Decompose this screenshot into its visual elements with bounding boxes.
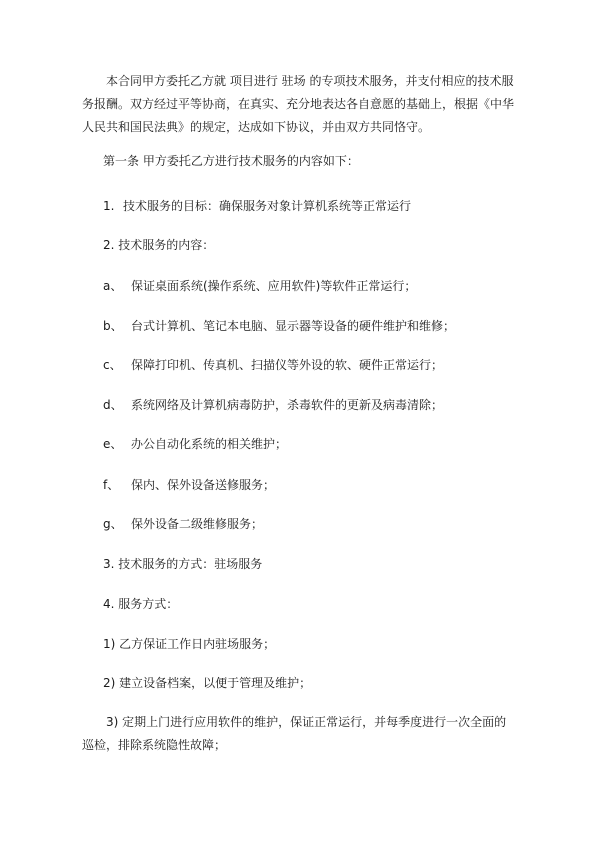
service-mode-item-2: 2) 建立设备档案，以便于管理及维护； bbox=[103, 676, 312, 690]
item-text: 办公自动化系统的相关维护； bbox=[131, 437, 288, 451]
service-mode-item-1: 1) 乙方保证工作日内驻场服务； bbox=[103, 637, 276, 651]
item-text: 技术服务的目标：确保服务对象计算机系统等正常运行 bbox=[123, 199, 412, 213]
item-label: f、 bbox=[103, 478, 120, 492]
service-mode-heading: 4. 服务方式： bbox=[103, 597, 179, 611]
service-content-heading: 2. 技术服务的内容： bbox=[103, 238, 215, 252]
content-item-g bbox=[103, 516, 263, 532]
item-text: 保障打印机、传真机、扫描仪等外设的软、硬件正常运行； bbox=[131, 358, 444, 372]
service-goal-item bbox=[103, 198, 411, 214]
service-mode-item-3: 3) 定期上门进行应用软件的维护，保证正常运行，并每季度进行一次全面的巡检，排除系统隐性故障； bbox=[82, 715, 507, 752]
item-text: 保证桌面系统(操作系统、应用软件)等软件正常运行； bbox=[131, 279, 417, 293]
intro-paragraph: 本合同甲方委托乙方就 项目进行 驻场 的专项技术服务，并支付相应的技术服务报酬。双方经过平等协商，在真实、充分地表达各自意愿的基础上，根据《中华人民共和国民法典》的规定，达成如下协议，并由双方共同恪守。 bbox=[82, 74, 515, 134]
item-text: 台式计算机、笔记本电脑、显示器等设备的硬件维护和维修； bbox=[131, 319, 456, 333]
item-label: d、 bbox=[103, 398, 123, 412]
item-label: a、 bbox=[103, 279, 123, 293]
content-item-a bbox=[103, 278, 416, 294]
item-text: 保外设备二级维修服务； bbox=[131, 517, 264, 531]
item-text: 系统网络及计算机病毒防护，杀毒软件的更新及病毒清除； bbox=[131, 398, 444, 412]
content-item-c bbox=[103, 357, 443, 373]
item-number: 1. bbox=[103, 199, 115, 213]
item-label: c、 bbox=[103, 358, 122, 372]
article-1-heading: 第一条 甲方委托乙方进行技术服务的内容如下： bbox=[103, 154, 359, 168]
content-item-f bbox=[103, 477, 275, 493]
service-method-item: 3. 技术服务的方式：驻场服务 bbox=[103, 557, 263, 571]
item-text: 保内、保外设备送修服务； bbox=[131, 478, 276, 492]
item-label: b、 bbox=[103, 319, 123, 333]
content-item-d bbox=[103, 397, 443, 413]
item-label: e、 bbox=[103, 437, 123, 451]
content-item-b bbox=[103, 318, 455, 334]
item-label: g、 bbox=[103, 517, 123, 531]
content-item-e bbox=[103, 436, 287, 452]
